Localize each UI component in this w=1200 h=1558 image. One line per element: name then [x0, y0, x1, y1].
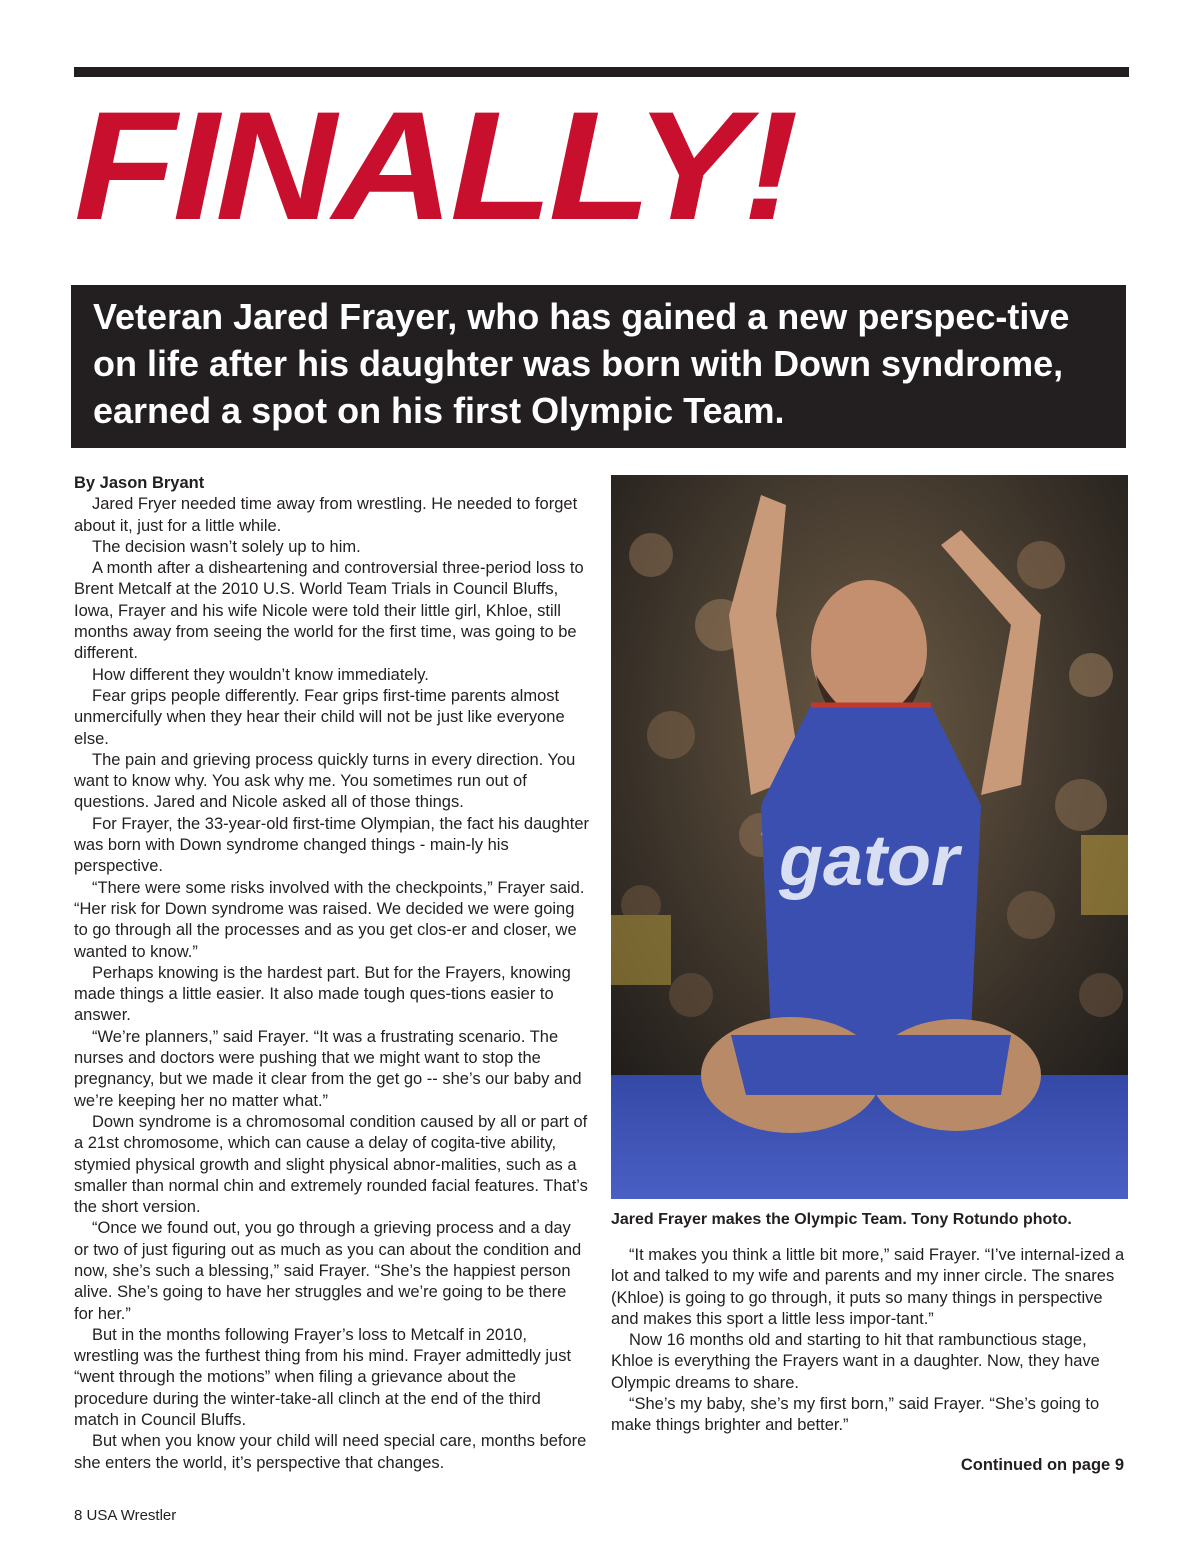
article-column-right — [611, 1245, 1127, 1437]
page-folio: 8 USA Wrestler — [74, 1507, 177, 1524]
body-paragraph: Jared Fryer needed time away from wrestling. He needed to forget about it, just for a little while. — [74, 495, 578, 535]
deck-box — [71, 285, 1126, 448]
deck-text: Veteran Jared Frayer, who has gained a new perspec-tive on life after his daughter was born with Down syndrome, earned a spot on his first Olympic Team. — [93, 296, 1070, 431]
top-rule — [74, 67, 1129, 77]
article-column-left — [74, 473, 590, 1474]
headline: FINALLY! — [74, 79, 795, 253]
body-paragraph: Fear grips people differently. Fear grips first-time parents almost unmercifully when they hear their child will not be just like everyone else. — [74, 686, 565, 748]
body-paragraph: “Once we found out, you go through a grieving process and a day or two of just figuring out as much as you can about the condition and now, she’s such a blessing,” said Frayer. “She’s the happiest person alive. She’s going to have her struggles and we’re going to be there for her.” — [74, 1219, 582, 1323]
singlet-logo: gator — [779, 821, 959, 901]
byline: By Jason Bryant — [74, 474, 205, 492]
body-paragraph: But in the months following Frayer’s loss to Metcalf in 2010, wrestling was the furthest thing from his mind. Frayer admittedly just “went through the motions” when filing a grievance about the procedure during the winter-take-all clinch at the end of the third match in Council Bluffs. — [74, 1325, 572, 1430]
body-paragraph: The pain and grieving process quickly turns in every direction. You want to know why. You ask why me. You sometimes run out of questions. Jared and Nicole asked all of those things. — [74, 750, 576, 812]
body-paragraph: “We’re planners,” said Frayer. “It was a frustrating scenario. The nurses and doctors were pushing that we might want to stop the pregnancy, but we made it clear from the get go -- she’s our baby and we’re keeping her no matter what.” — [74, 1027, 582, 1110]
body-paragraph: Down syndrome is a chromosomal condition caused by all or part of a 21st chromosome, which can cause a delay of cogita-tive ability, stymied physical growth and slight physical abnor-malities, such as a smaller than normal chin and extremely rounded facial features. That’s the short version. — [74, 1112, 588, 1217]
body-paragraph: But when you know your child will need special care, months before she enters the world, it’s perspective that changes. — [74, 1432, 587, 1472]
body-paragraph: “There were some risks involved with the checkpoints,” Frayer said. “Her risk for Down syndrome was raised. We decided we were going to go through all the processes and as you get clos-er and closer, we wanted to know.” — [74, 878, 585, 961]
body-paragraph: “She’s my baby, she’s my first born,” said Frayer. “She’s going to make things brighter and better.” — [611, 1395, 1100, 1435]
body-paragraph: How different they wouldn’t know immediately. — [92, 665, 429, 684]
body-paragraph: Now 16 months old and starting to hit that rambunctious stage, Khloe is everything the Frayers want in a daughter. Now, they have Olympic dreams to share. — [611, 1331, 1100, 1392]
body-paragraph: The decision wasn’t solely up to him. — [92, 537, 361, 556]
photo-caption: Jared Frayer makes the Olympic Team. Tony Rotundo photo. — [611, 1211, 1072, 1228]
body-paragraph: Perhaps knowing is the hardest part. But for the Frayers, knowing made things a little easier. It also made tough ques-tions easier to answer. — [74, 963, 571, 1025]
wrestler-photo — [611, 475, 1128, 1199]
body-paragraph: “It makes you think a little bit more,” said Frayer. “I’ve internal-ized a lot and talked to my wife and parents and my inner circle. The snares (Khloe) is going to go through, it puts so many things in perspective and makes this sport a little less impor-tant.” — [611, 1246, 1125, 1328]
body-paragraph: For Frayer, the 33-year-old first-time Olympian, the fact his daughter was born with Down syndrome changed things - main-ly his perspective. — [74, 814, 590, 876]
body-paragraph: A month after a disheartening and controversial three-period loss to Brent Metcalf at the 2010 U.S. World Team Trials in Council Bluffs, Iowa, Frayer and his wife Nicole were told their little girl, Khloe, still months away from seeing the world for the first time, was going to be different. — [74, 559, 584, 663]
wrestler-illustration — [611, 475, 1128, 1199]
continued-notice: Continued on page 9 — [960, 1456, 1124, 1474]
